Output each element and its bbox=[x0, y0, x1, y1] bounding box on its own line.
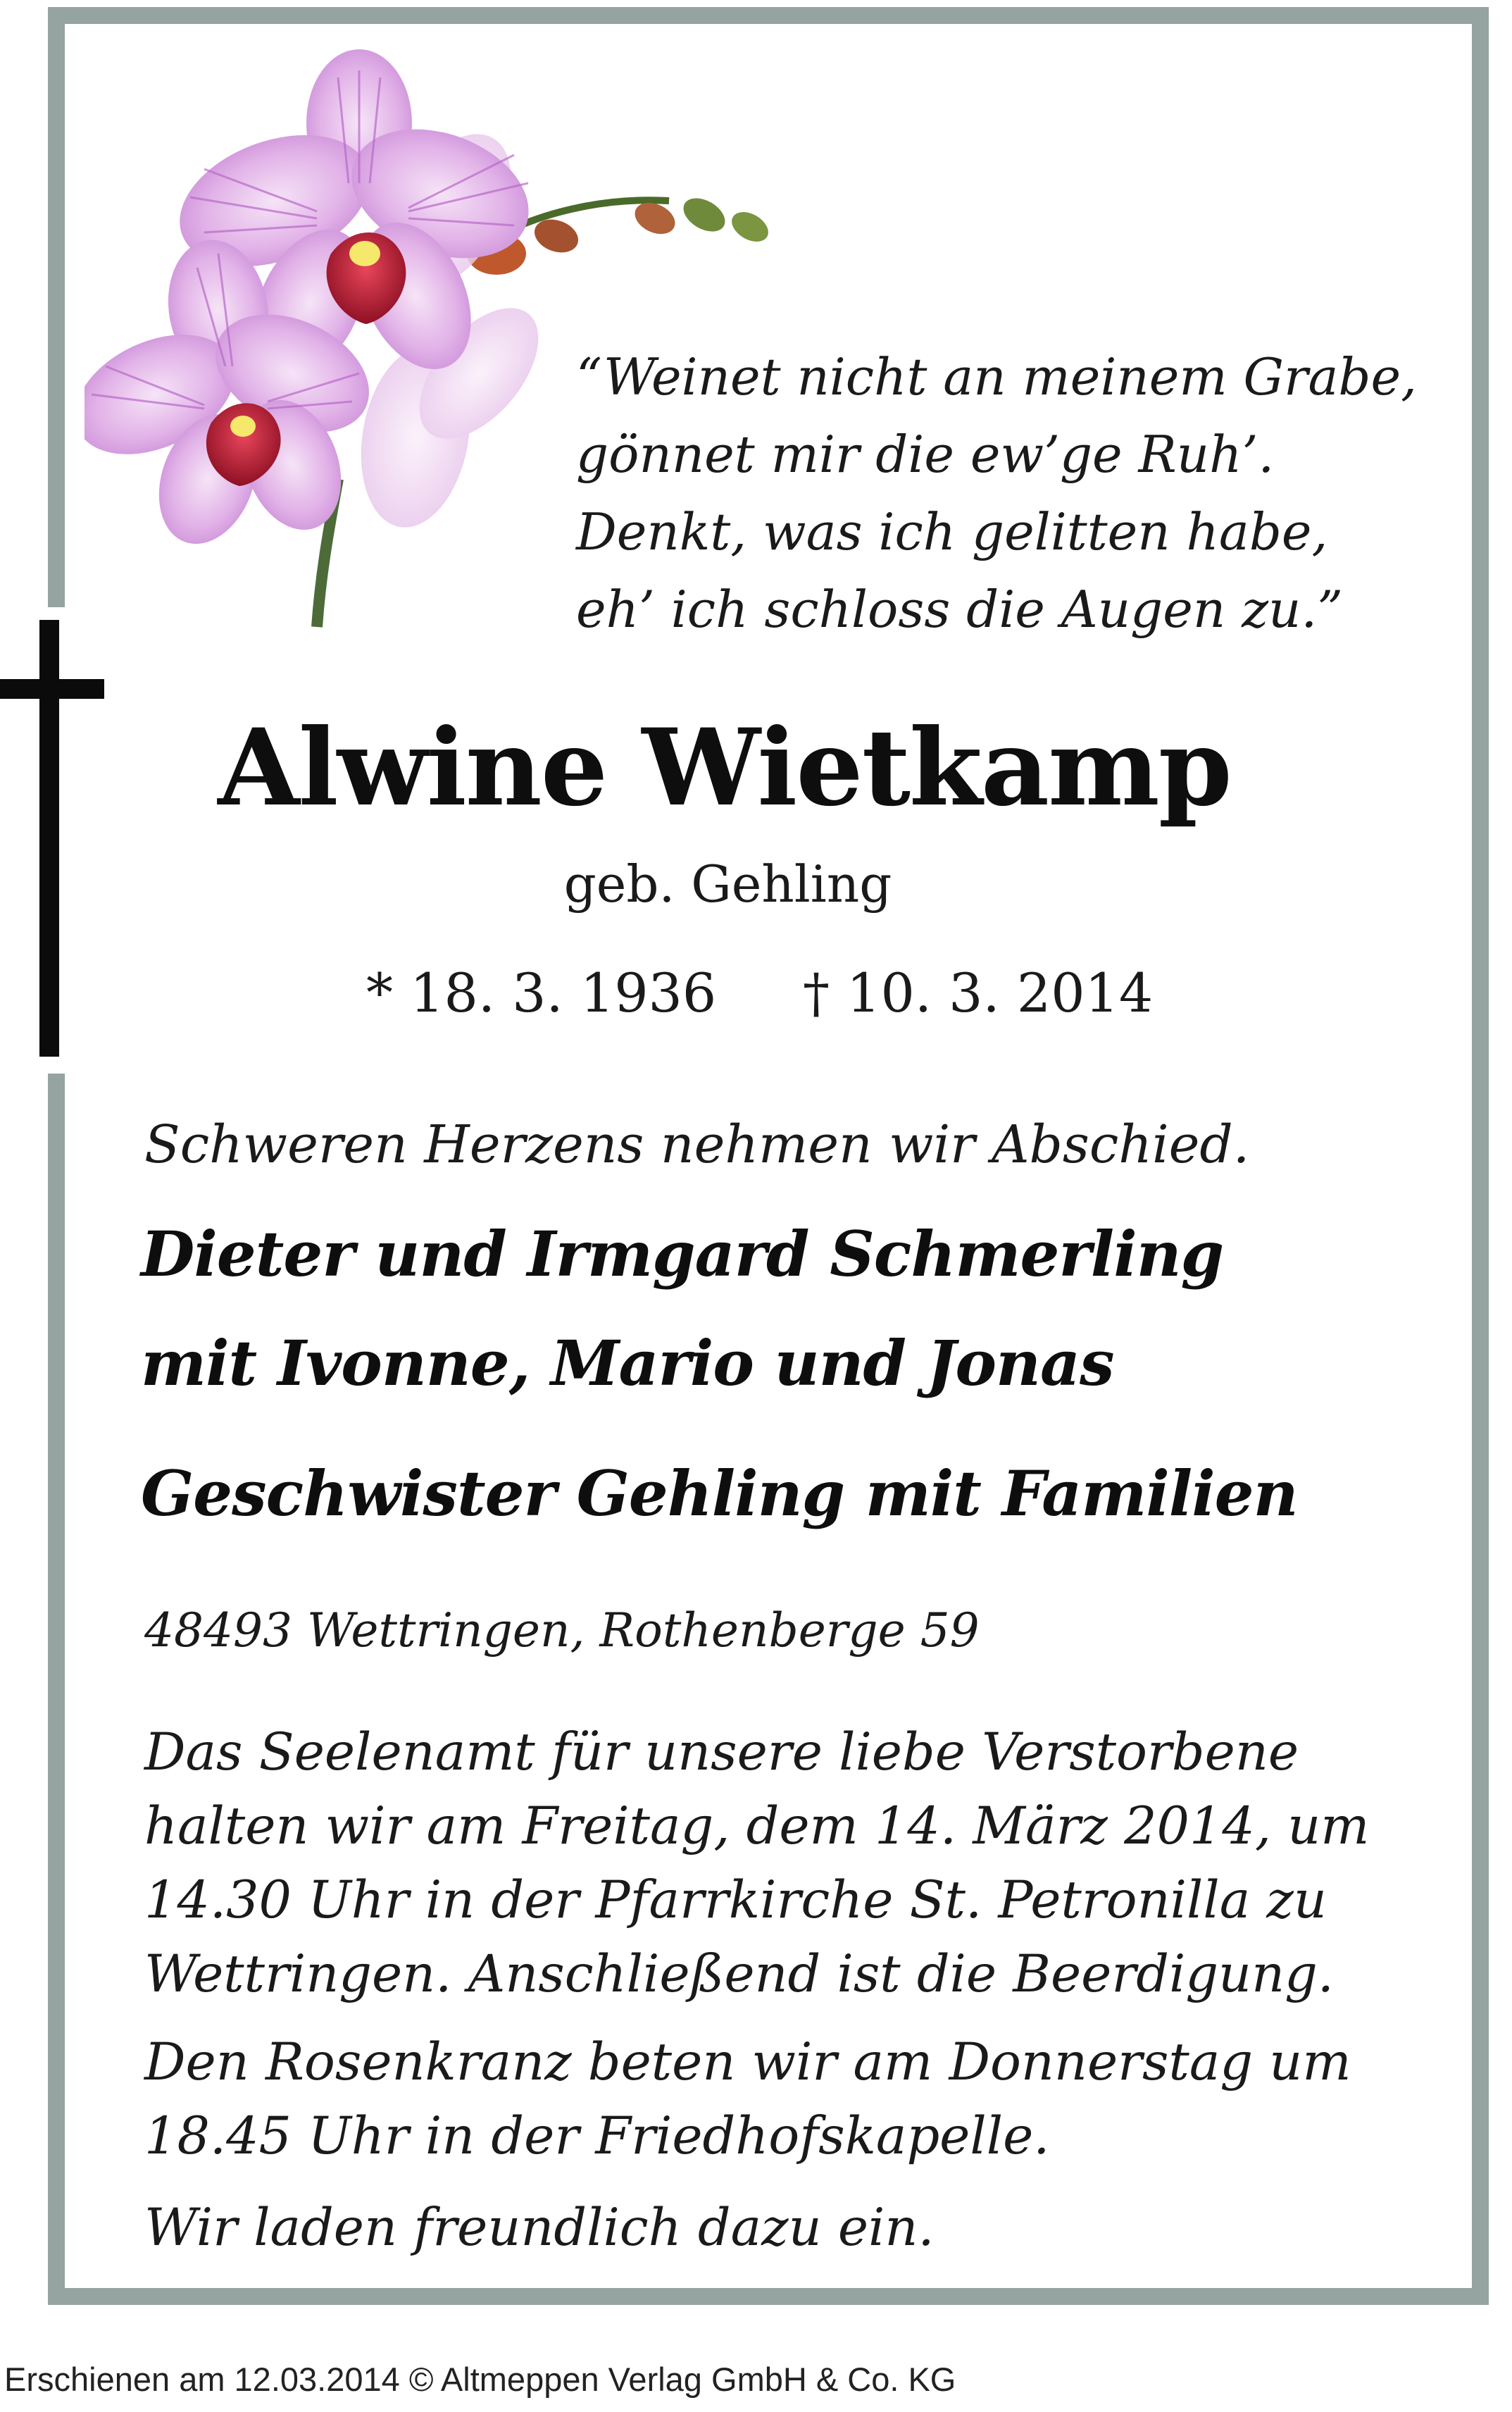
invitation-line: Wir laden freundlich dazu ein. bbox=[144, 2198, 935, 2258]
cross-icon bbox=[0, 620, 104, 1057]
rosary-line: Den Rosenkranz beten wir am Donnerstag um bbox=[144, 2032, 1351, 2092]
poem-line: eh’ ich schloss die Augen zu.” bbox=[576, 580, 1344, 639]
poem-line: gönnet mir die ew’ge Ruh’. bbox=[576, 425, 1275, 484]
deceased-name: Alwine Wietkamp bbox=[218, 706, 1231, 830]
publication-credit: Erschienen am 12.03.2014 © Altmeppen Verlag GmbH & Co. KG bbox=[4, 2361, 956, 2398]
rosary-line: 18.45 Uhr in der Friedhofskapelle. bbox=[144, 2106, 1050, 2166]
birth-date: * 18. 3. 1936 bbox=[366, 962, 717, 1024]
farewell-line: Schweren Herzens nehmen wir Abschied. bbox=[144, 1114, 1250, 1175]
cross-horizontal-bar bbox=[0, 679, 104, 699]
rosary-paragraph bbox=[144, 2025, 1356, 2173]
mourner-line: Dieter und Irmgard Schmerling bbox=[141, 1217, 1224, 1291]
mourner-line: Geschwister Gehling mit Familien bbox=[141, 1457, 1298, 1530]
maiden-name: geb. Gehling bbox=[563, 854, 892, 914]
mourner-line: mit Ivonne, Mario und Jonas bbox=[141, 1326, 1114, 1400]
poem-line: “Weinet nicht an meinem Grabe, bbox=[576, 347, 1417, 406]
death-date: † 10. 3. 2014 bbox=[803, 962, 1154, 1024]
family-address: 48493 Wettringen, Rothenberge 59 bbox=[144, 1603, 980, 1658]
poem bbox=[576, 338, 1421, 648]
poem-line: Denkt, was ich gelitten habe, bbox=[576, 502, 1328, 561]
service-line: Wettringen. Anschließend ist die Beerdigung. bbox=[144, 1944, 1335, 2004]
invitation-paragraph bbox=[144, 2191, 1356, 2265]
service-line: Das Seelenamt für unsere liebe Verstorbene bbox=[144, 1722, 1299, 1782]
service-paragraph bbox=[144, 1715, 1370, 2011]
service-line: 14.30 Uhr in der Pfarrkirche St. Petronilla zu bbox=[144, 1870, 1327, 1930]
service-line: halten wir am Freitag, dem 14. März 2014, um bbox=[144, 1796, 1370, 1856]
